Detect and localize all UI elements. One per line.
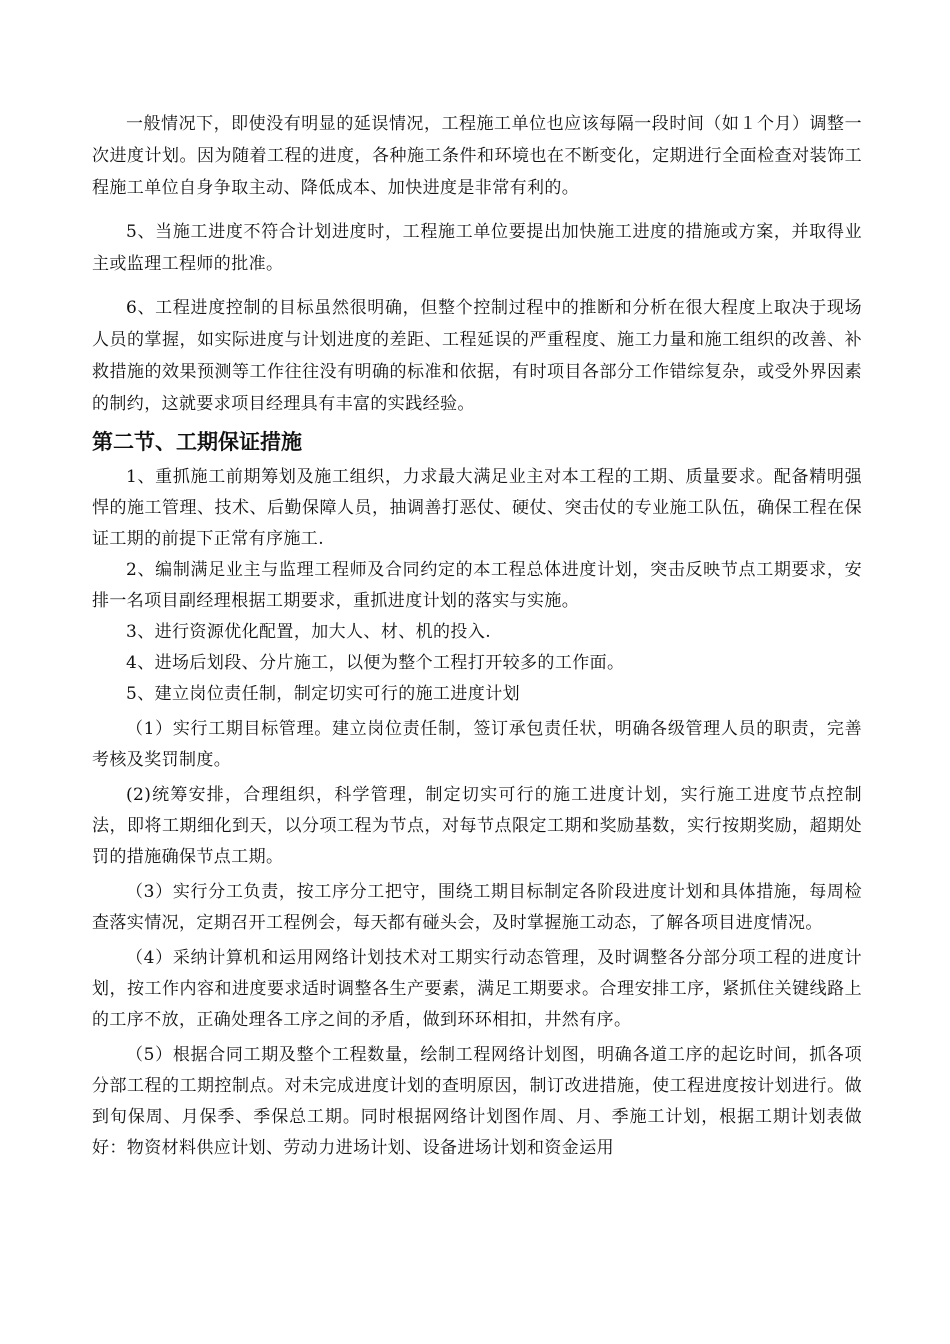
paragraph-gap (92, 280, 862, 292)
paragraph-subitem-4: （4）采纳计算机和运用网络计划技术对工期实行动态管理，及时调整各分部分项工程的进度计划，按工作内容和进度要求适时调整各生产要素，满足工期要求。合理安排工序，紧抓住关键线路上的工序不放，正确处理各工序之间的矛盾，做到环环相扣，井然有序。 (92, 948, 862, 1030)
paragraph-schedule-adjustment: 一般情况下，即使没有明显的延误情况，工程施工单位也应该每隔一段时间（如１个月）调整一次进度计划。因为随着工程的进度，各种施工条件和环境也在不断变化，定期进行全面检查对装饰工程施工单位自身争取主动、降低成本、加快进度是非常有利的。 (92, 114, 862, 198)
paragraph-measure-3: 3、进行资源优化配置，加大人、材、机的投入. (126, 622, 492, 642)
section-heading: 第二节、工期保证措施 (92, 430, 302, 454)
paragraph-measure-1: 1、重抓施工前期筹划及施工组织，力求最大满足业主对本工程的工期、质量要求。配备精明强悍的施工管理、技术、后勤保障人员，抽调善打恶仗、硬仗、突击仗的专业施工队伍，确保工程在保证工期的前提下正常有序施工. (92, 467, 862, 549)
paragraph-item-6-experience: 6、工程进度控制的目标虽然很明确，但整个控制过程中的推断和分析在很大程度上取决于现场人员的掌握，如实际进度与计划进度的差距、工程延误的严重程度、施工力量和施工组织的改善、补救措施的效果预测等工作往往没有明确的标准和依据，有时项目各部分工作错综复杂，或受外界因素的制约，这就要求项目经理具有丰富的实践经验。 (92, 298, 862, 414)
paragraph-measure-4: 4、进场后划段、分片施工，以便为整个工程打开较多的工作面。 (126, 653, 625, 673)
document-page (92, 108, 862, 1164)
paragraph-item-5-acceleration: 5、当施工进度不符合计划进度时，工程施工单位要提出加快施工进度的措施或方案，并取得业主或监理工程师的批准。 (92, 222, 862, 274)
paragraph-gap (92, 204, 862, 216)
paragraph-subitem-5: （5）根据合同工期及整个工程数量，绘制工程网络计划图，明确各道工序的起讫时间，抓各项分部工程的工期控制点。对未完成进度计划的查明原因，制订改进措施，使工程进度按计划进行。做到旬保周、月保季、季保总工期。同时根据网络计划图作周、月、季施工计划，根据工期计划表做好：物资材料供应计划、劳动力进场计划、设备进场计划和资金运用 (92, 1045, 862, 1158)
section-body (92, 462, 862, 1164)
paragraph-subitem-1: （1）实行工期目标管理。建立岗位责任制，签订承包责任状，明确各级管理人员的职责，完善考核及奖罚制度。 (92, 719, 862, 770)
paragraph-measure-5: 5、建立岗位责任制，制定切实可行的施工进度计划 (126, 684, 521, 704)
paragraph-subitem-2: (2)统筹安排，合理组织，科学管理，制定切实可行的施工进度计划，实行施工进度节点控制法，即将工期细化到天，以分项工程为节点，对每节点限定工期和奖励基数，实行按期奖励，超期处罚的措施确保节点工期。 (92, 785, 862, 867)
paragraph-measure-2: 2、编制满足业主与监理工程师及合同约定的本工程总体进度计划，突击反映节点工期要求，安排一名项目副经理根据工期要求，重抓进度计划的落实与实施。 (92, 560, 862, 611)
paragraph-subitem-3: （3）实行分工负责，按工序分工把守，围绕工期目标制定各阶段进度计划和具体措施，每周检查落实情况，定期召开工程例会，每天都有碰头会，及时掌握施工动态，了解各项目进度情况。 (92, 882, 862, 933)
